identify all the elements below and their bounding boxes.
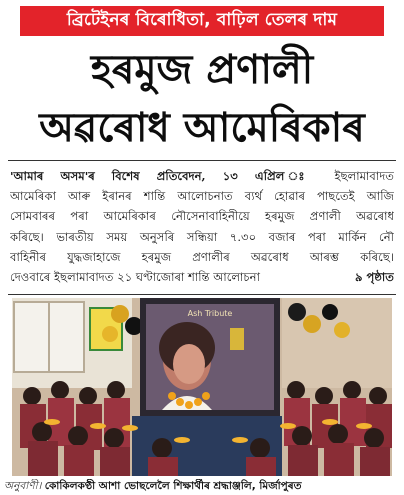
photo-illustration <box>12 298 392 476</box>
divider-photo <box>8 294 396 295</box>
dateline: 'আমাৰ অসম'ৰ বিশেষ প্ৰতিবেদন, ১৩ এপ্ৰিল ঃ <box>10 169 318 183</box>
page-reference[interactable]: ৯ পৃষ্ঠাত <box>354 270 394 285</box>
body-line-1-text: ইছলামাবাদত <box>334 169 394 183</box>
headline-line-2: অৱৰোধ আমেৰিকাৰ <box>39 105 365 151</box>
body-line-4: কৰিছে। ভাৰতীয় সময় অনুসৰি সন্ধিয়া ৭.৩০ বজাৰ পৰা মাৰ্কিন নৌ <box>10 229 394 244</box>
caption-tag: অনুবাণী। <box>4 480 42 492</box>
classroom-tribute-photo <box>12 298 392 476</box>
article-body <box>10 166 394 290</box>
divider-top <box>8 160 396 161</box>
banner-text: Ash Tribute <box>187 309 233 318</box>
body-line-6-text: দেওবাৰে ইছলামাবাদত ২১ ঘণ্টাজোৰা শান্তি আলোচনা <box>10 270 260 285</box>
body-line-1 <box>10 166 394 186</box>
body-line-2: আমেৰিকা আৰু ইৰানৰ শান্তি আলোচনাত ব্যৰ্থ হোৱাৰ পাছতেই আজি <box>10 189 394 204</box>
caption-text: কোকিলকণ্ঠী আশা ভোছলেলৈ শিক্ষাৰ্থীৰ শ্ৰদ্ধাঞ্জলি, মিৰ্জাপুৰত <box>44 480 302 492</box>
body-line-3: সোমবাৰৰ পৰা আমেৰিকাৰ নৌসেনাবাহিনীয়ে হৰমুজ প্ৰণালী অৱৰোধ <box>10 209 394 224</box>
body-line-5: বাহিনীৰ যুদ্ধজাহাজে হৰমুজ প্ৰণালীৰ অৱৰোধ আৰম্ভ কৰিছে। <box>10 249 394 264</box>
headline-line-1: হৰমুজ প্ৰণালী <box>90 47 314 93</box>
kicker-banner: ব্ৰিটেইনৰ বিৰোধিতা, বাঢ়িল তেলৰ দাম <box>20 6 384 36</box>
photo-caption <box>4 479 402 494</box>
body-line-6 <box>10 267 394 287</box>
